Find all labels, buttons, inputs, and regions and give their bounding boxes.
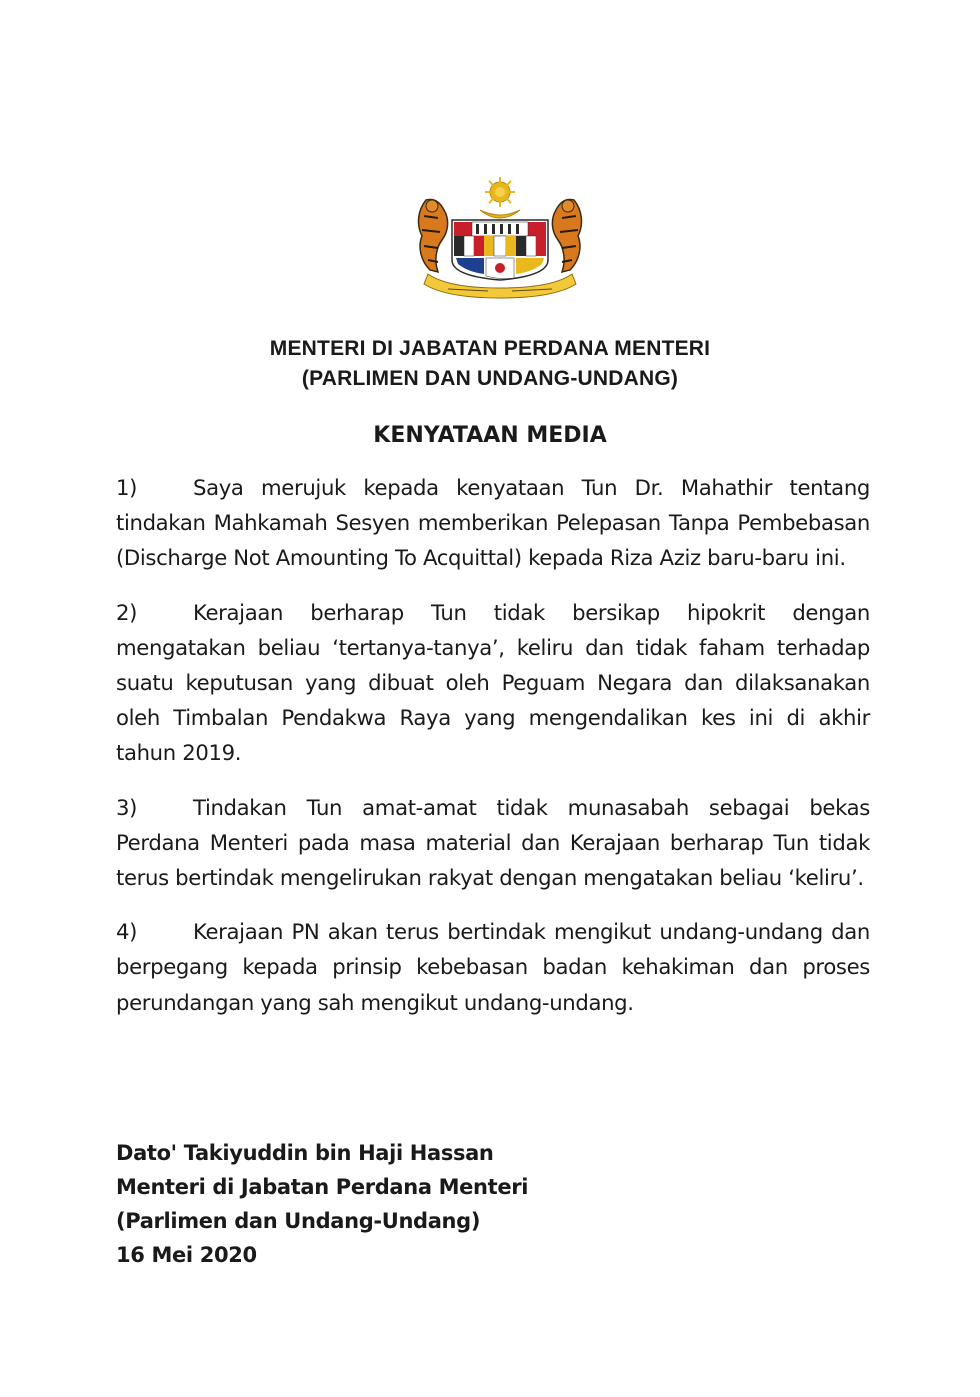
paragraph-3 [116, 790, 870, 896]
signature-block [116, 1136, 716, 1272]
paragraph-number: 3) [116, 794, 138, 820]
paragraph-number: 2) [116, 599, 138, 625]
malaysia-coat-of-arms-icon [408, 176, 592, 300]
paragraph-text: Kerajaan berharap Tun tidak bersikap hipokrit dengan mengatakan beliau ‘tertanya-tanya’, keliru dan tidak faham terhadap suatu keputusan yang dibuat oleh Peguam Negara dan dilaksanakan oleh Timbalan Pendakwa Raya yang mengendalikan kes ini di akhir tahun 2019. [116, 599, 870, 766]
ministry-heading [0, 334, 980, 394]
paragraph-number: 4) [116, 919, 138, 945]
paragraph-text: Saya merujuk kepada kenyataan Tun Dr. Mahathir tentang tindakan Mahkamah Sesyen memberikan Pelepasan Tanpa Pembebasan (Discharge Not Amounting To Acquittal) kepada Riza Aziz baru-baru ini. [116, 475, 870, 571]
paragraph-number: 1) [116, 475, 138, 500]
paragraph-1 [116, 470, 870, 576]
signatory-name: Dato' Takiyuddin bin Haji Hassan [116, 1141, 494, 1165]
ministry-portfolio: (PARLIMEN DAN UNDANG-UNDANG) [301, 367, 679, 390]
statement-body [116, 470, 870, 1039]
paragraph-text: Kerajaan PN akan terus bertindak mengikut undang-undang dan berpegang kepada prinsip kebebasan badan kehakiman dan proses perundangan yang sah mengikut undang-undang. [116, 919, 870, 1015]
signatory-position: Menteri di Jabatan Perdana Menteri [116, 1175, 529, 1199]
paragraph-2 [116, 595, 870, 771]
statement-date: 16 Mei 2020 [116, 1243, 257, 1267]
paragraph-4 [116, 914, 870, 1020]
document-title: KENYATAAN MEDIA [373, 423, 607, 448]
ministry-name: MENTERI DI JABATAN PERDANA MENTERI [269, 337, 711, 360]
paragraph-text: Tindakan Tun amat-amat tidak munasabah sebagai bekas Perdana Menteri pada masa material dan Kerajaan berharap Tun tidak terus bertindak mengelirukan rakyat dengan mengatakan beliau ‘keliru’. [116, 794, 870, 891]
signatory-department: (Parlimen dan Undang-Undang) [116, 1209, 481, 1233]
